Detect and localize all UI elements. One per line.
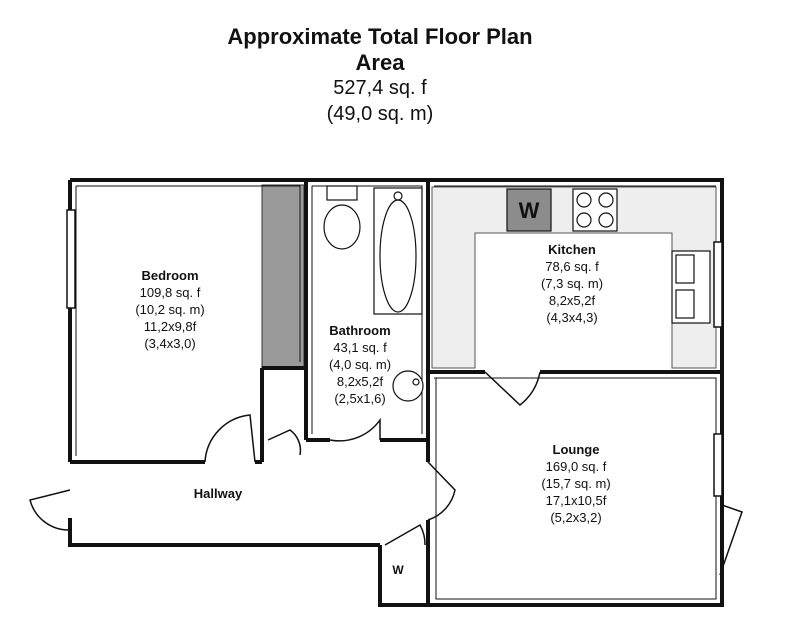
kitchen-window [714,242,722,327]
room-area-sqm: (10,2 sq. m) [135,302,205,317]
room-name: Hallway [193,486,243,501]
room-dims-f: 8,2x5,2f [336,374,384,389]
room-label-kitchen [512,241,632,326]
room-dims-f: 17,1x10,5f [545,493,607,508]
room-area-sqm: (15,7 sq. m) [541,476,611,491]
room-area-sqf: 78,6 sq. f [545,259,599,274]
bathtub-basin [380,200,416,312]
room-name: Bathroom [329,323,391,338]
cupboard-label: W [392,563,404,577]
room-dims-m: (4,3x4,3) [546,310,598,325]
hob-burner-icon [599,193,613,207]
wardrobe [262,185,304,368]
bedroom-window [67,210,75,308]
sink-bowl [676,290,694,318]
sink-bowl [676,255,694,283]
room-label-bedroom [100,267,240,352]
room-area-sqf: 109,8 sq. f [139,285,201,300]
room-dims-m: (2,5x1,6) [334,391,386,406]
hob-burner-icon [577,213,591,227]
room-name: Bedroom [141,268,199,283]
hob-burner-icon [577,193,591,207]
room-dims-m: (3,4x3,0) [144,336,196,351]
plan-title-line1: Approximate Total Floor Plan [227,24,533,49]
room-label-hallway [158,485,278,502]
room-area-sqf: 43,1 sq. f [333,340,387,355]
room-name: Lounge [552,442,600,457]
room-label-bathroom [300,322,420,407]
hob-burner-icon [599,213,613,227]
room-dims-m: (5,2x3,2) [550,510,602,525]
room-label-lounge [506,441,646,526]
total-area-sqm: (49,0 sq. m) [326,103,434,125]
washer-label: W [518,198,540,223]
entry-door-left [30,490,70,530]
lounge-window [714,434,722,496]
total-area-sqf: 527,4 sq. f [333,77,427,99]
toilet-bowl [324,205,360,249]
room-dims-f: 8,2x5,2f [548,293,596,308]
plan-title-line2: Area [355,50,405,75]
room-area-sqm: (7,3 sq. m) [540,276,604,291]
room-area-sqm: (4,0 sq. m) [328,357,392,372]
room-area-sqf: 169,0 sq. f [545,459,607,474]
room-dims-f: 11,2x9,8f [143,319,197,334]
tap-icon [394,192,402,200]
room-name: Kitchen [548,242,596,257]
toilet-cistern [327,186,357,200]
